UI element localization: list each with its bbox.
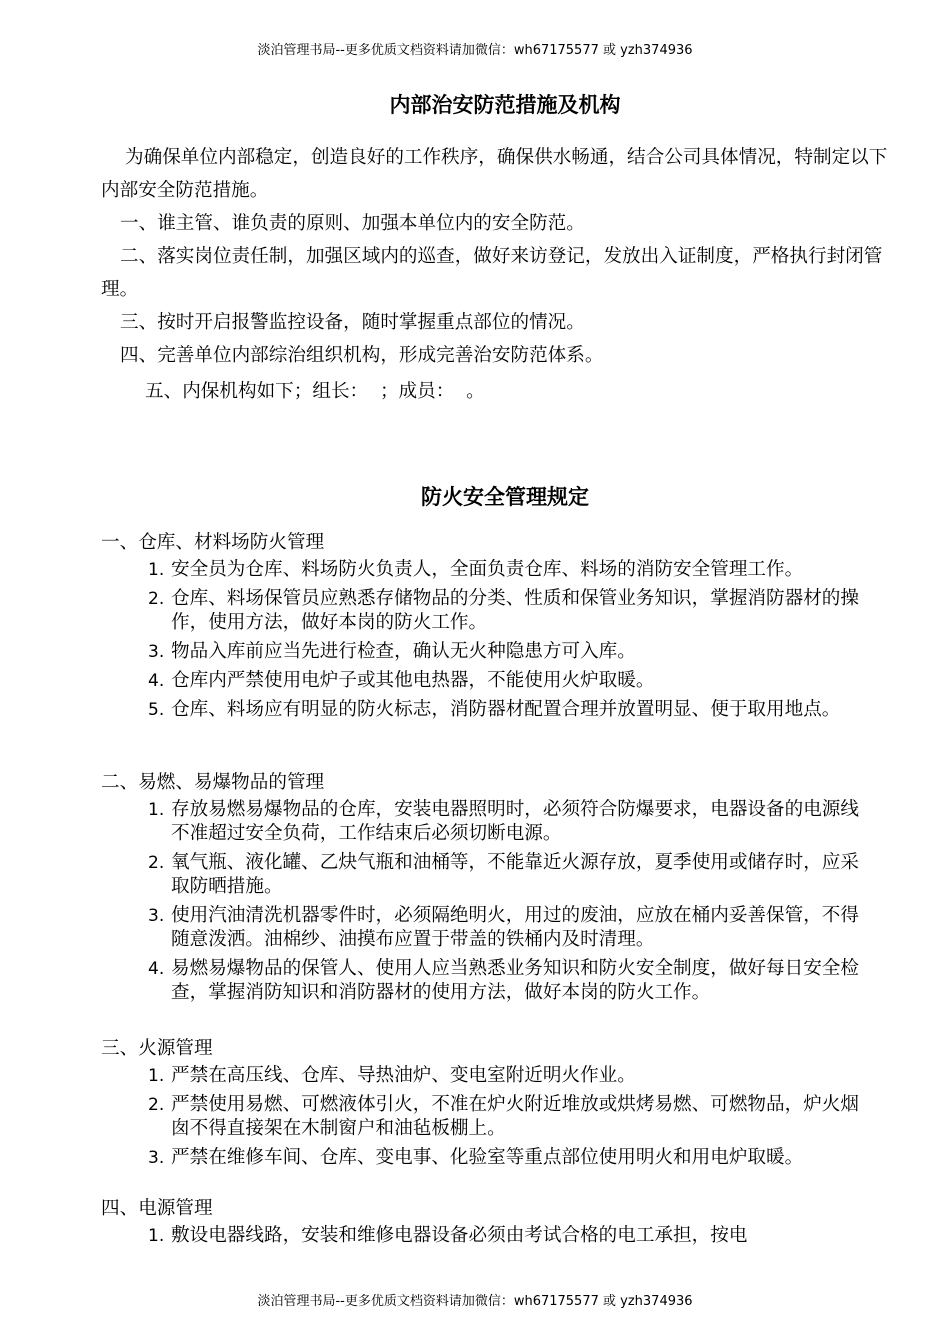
group-heading: 三、火源管理 [101,1038,213,1059]
measure-3: 三、按时开启报警监控设备，随时掌握重点部位的情况。 [120,312,585,333]
list-item [101,1064,861,1088]
item-text: 存放易燃易爆物品的仓库，安装电器照明时，必须符合防爆要求，电器设备的电源线不准超过安全负荷，工作结束后必须切断电源。 [171,799,859,844]
fire-group-warehouse [101,531,861,727]
item-text: 严禁在维修车间、仓库、变电事、化验室等重点部位使用明火和用电炉取暖。 [171,1147,804,1168]
group-list [101,1064,861,1170]
item-number: 5. [148,700,165,720]
list-item [101,798,861,846]
item-text: 使用汽油清洗机器零件时，必须隔绝明火，用过的废油，应放在桶内妥善保管，不得随意泼洒。油棉纱、油摸布应置于带盖的铁桶内及时清理。 [171,905,859,950]
list-item [101,558,861,582]
item-number: 1. [148,1066,165,1086]
group-heading: 二、易燃、易爆物品的管理 [101,772,325,793]
list-item [101,851,861,899]
list-item [101,587,861,635]
measure-4: 四、完善单位内部综治组织机构，形成完善治安防范体系。 [120,345,604,366]
item-text: 易燃易爆物品的保管人、使用人应当熟悉业务知识和防火安全制度，做好每日安全检查，掌握消防知识和消防器材的使用方法，做好本岗的防火工作。 [171,958,859,1003]
fire-group-flammables [101,771,861,1010]
list-item [101,957,861,1005]
item-number: 1. [148,800,165,820]
item-text: 氧气瓶、液化罐、乙炔气瓶和油桶等，不能靠近火源存放，夏季使用或储存时，应采取防晒措施。 [171,852,859,897]
measure-5: 五、内保机构如下；组长： ；成员： 。 [145,381,485,402]
item-text: 仓库内严禁使用电炉子或其他电热器，不能使用火炉取暖。 [171,670,655,691]
list-item [101,1224,861,1248]
item-text: 安全员为仓库、料场防火负责人，全面负责仓库、料场的消防安全管理工作。 [171,559,804,580]
fire-group-power [101,1197,861,1253]
item-text: 严禁使用易燃、可燃液体引火，不准在炉火附近堆放或烘烤易燃、可燃物品，炉火烟囱不得直接架在木制窗户和油毡板棚上。 [171,1094,859,1139]
list-item [101,1093,861,1141]
measure-2: 二、落实岗位责任制，加强区域内的巡查，做好来访登记，发放出入证制度，严格执行封闭管理。 [101,246,883,300]
page-header: 淡泊管理书局--更多优质文档资料请加微信：wh67175577 或 yzh374936 [257,43,693,58]
item-number: 2. [148,1095,165,1115]
item-text: 仓库、料场应有明显的防火标志，消防器材配置合理并放置明显、便于取用地点。 [171,699,841,720]
item-number: 1. [148,560,165,580]
section1-title: 内部治安防范措施及机构 [389,93,621,117]
list-item [101,640,861,664]
group-list [101,1224,861,1248]
item-number: 3. [148,906,165,926]
item-number: 3. [148,1148,165,1168]
item-number: 2. [148,853,165,873]
group-heading: 四、电源管理 [101,1198,213,1219]
item-text: 物品入库前应当先进行检查，确认无火种隐患方可入库。 [171,641,636,662]
list-item [101,904,861,952]
item-number: 3. [148,642,165,662]
list-item [101,698,861,722]
item-number: 2. [148,589,165,609]
group-list [101,558,861,722]
item-number: 4. [148,959,165,979]
fire-group-fire-source [101,1037,861,1175]
item-text: 严禁在高压线、仓库、导热油炉、变电室附近明火作业。 [171,1065,636,1086]
measure-1: 一、谁主管、谁负责的原则、加强本单位内的安全防范。 [120,213,585,234]
item-number: 1. [148,1226,165,1246]
item-text: 仓库、料场保管员应熟悉存储物品的分类、性质和保管业务知识，掌握消防器材的操作，使用方法，做好本岗的防火工作。 [171,588,859,633]
intro-paragraph: 为确保单位内部稳定，创造良好的工作秩序，确保供水畅通，结合公司具体情况，特制定以下内部安全防范措施。 [101,147,888,201]
list-item [101,1146,861,1170]
section2-title: 防火安全管理规定 [421,485,589,509]
group-list [101,798,861,1005]
list-item [101,669,861,693]
item-number: 4. [148,671,165,691]
group-heading: 一、仓库、材料场防火管理 [101,532,325,553]
item-text: 敷设电器线路，安装和维修电器设备必须由考试合格的电工承担，按电 [171,1225,748,1246]
page-footer: 淡泊管理书局--更多优质文档资料请加微信：wh67175577 或 yzh374936 [257,1294,693,1309]
